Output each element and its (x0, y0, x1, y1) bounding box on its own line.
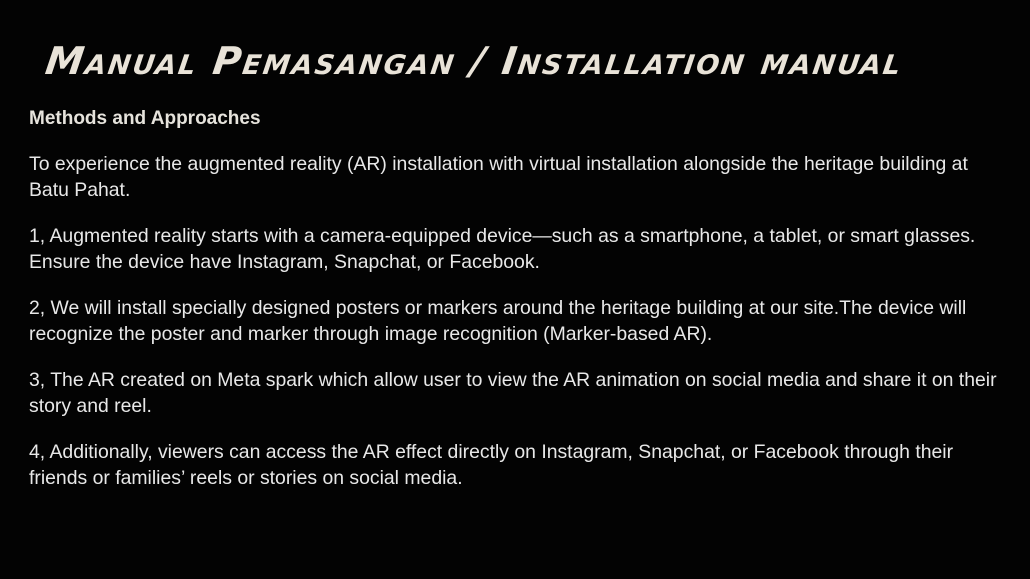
slide-title: Manual Pemasangan / Installation manual (42, 39, 906, 83)
slide-content (29, 106, 1004, 512)
intro-paragraph: To experience the augmented reality (AR) installation with virtual installation alongside the heritage building at Batu Pahat. (29, 153, 968, 201)
step-2-paragraph: 2, We will install specially designed posters or markers around the heritage building at our site.The device will recognize the poster and marker through image recognition (Marker-based AR). (29, 297, 967, 345)
step-4-paragraph: 4, Additionally, viewers can access the AR effect directly on Instagram, Snapchat, or Facebook through their friends or families’ reels or stories on social media. (29, 441, 954, 489)
step-1-paragraph: 1, Augmented reality starts with a camera-equipped device—such as a smartphone, a tablet, or smart glasses. Ensure the device have Instagram, Snapchat, or Facebook. (29, 225, 976, 273)
step-3-paragraph: 3, The AR created on Meta spark which allow user to view the AR animation on social media and share it on their story and reel. (29, 369, 997, 417)
section-heading: Methods and Approaches (29, 108, 261, 129)
